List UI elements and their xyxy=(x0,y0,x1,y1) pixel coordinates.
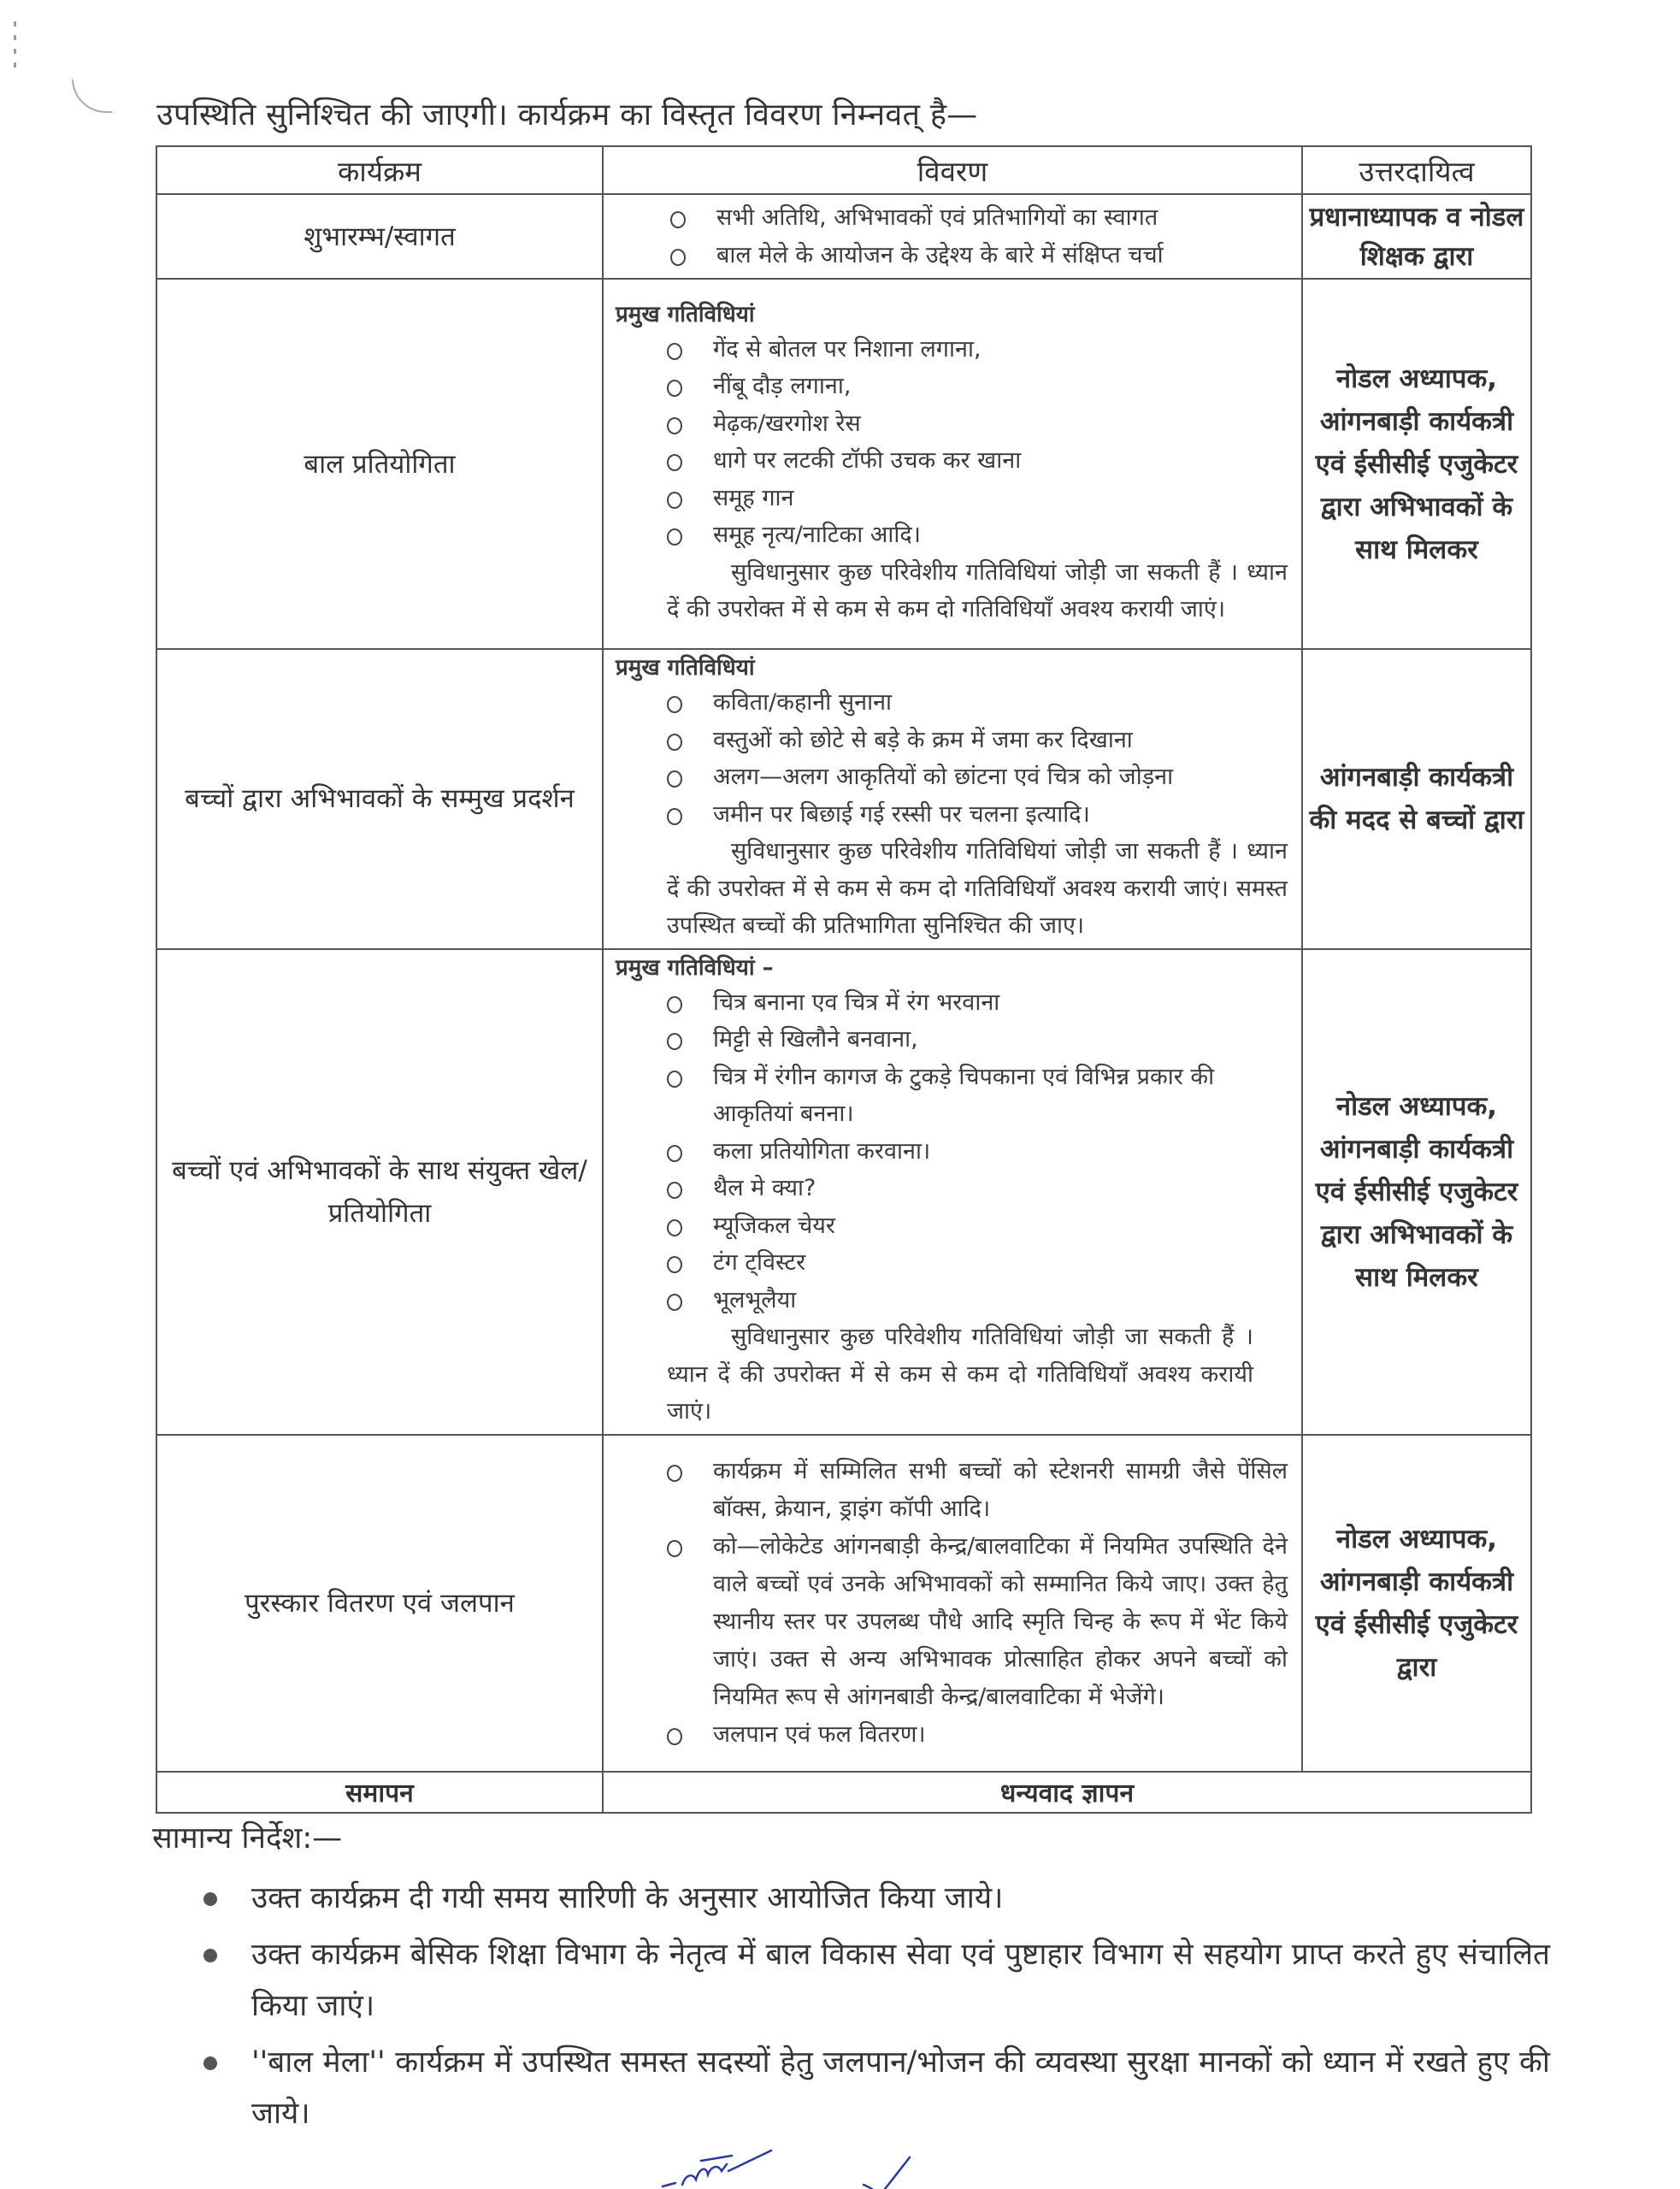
activity-item: गेंद से बोतल पर निशाना लगाना, xyxy=(667,331,1288,369)
responsibility: आंगनबाड़ी कार्यकत्री की मदद से बच्चों द्वारा xyxy=(1302,649,1531,949)
handwritten-signature xyxy=(581,2142,940,2189)
table-row-joint-games xyxy=(156,949,1531,1435)
activity-item: चित्र में रंगीन कागज के टुकड़े चिपकाना एवं विभिन्न प्रकार की आकृतियां बनना। xyxy=(667,1059,1288,1133)
responsibility: नोडल अध्यापक, आंगनबाड़ी कार्यकत्री एवं ईसीसीई एजुकेटर द्वारा अभिभावकों के साथ मिलकर xyxy=(1302,279,1531,649)
activity-item: थैल मे क्या? xyxy=(667,1170,1288,1207)
activity-note xyxy=(616,833,1288,945)
activity-item: चित्र बनाना एव चित्र में रंग भरवाना xyxy=(667,984,1288,1022)
instruction-item: उक्त कार्यक्रम बेसिक शिक्षा विभाग के नेतृत्व में बाल विकास सेवा एवं पुष्टाहार विभाग से सहयोग प्राप्त करते हुए संचालित किया जाएं। xyxy=(203,1929,1550,2032)
program-description xyxy=(603,649,1302,949)
activity-item: धागे पर लटकी टॉफी उचक कर खाना xyxy=(667,442,1288,480)
activity-item: म्यूजिकल चेयर xyxy=(667,1207,1288,1245)
table-row-welcome xyxy=(156,194,1531,279)
activity-item: अलग—अलग आकृतियों को छांटना एवं चित्र को जोड़ना xyxy=(667,758,1288,796)
table-row-closing xyxy=(156,1772,1531,1813)
table-row-performance xyxy=(156,649,1531,949)
activity-item: कविता/कहानी सुनाना xyxy=(667,684,1288,722)
header-description: विवरण xyxy=(603,146,1302,194)
header-responsibility: उत्तरदायित्व xyxy=(1302,146,1531,194)
table-row-prize-distribution xyxy=(156,1435,1531,1772)
activity-item: जमीन पर बिछाई गई रस्सी पर चलना इत्यादि। xyxy=(667,796,1288,834)
margin-pencil-mark xyxy=(72,79,113,113)
intro-text: उपस्थिति सुनिश्चित की जाएगी। कार्यक्रम का विस्तृत विवरण निम्नवत् है— xyxy=(156,97,978,133)
activity-item: मिट्टी से खिलौने बनवाना, xyxy=(667,1021,1288,1059)
activity-item: नींबू दौड़ लगाना, xyxy=(667,368,1288,405)
activity-note xyxy=(616,1319,1288,1431)
header-program: कार्यक्रम xyxy=(156,146,603,194)
program-name: बच्चों एवं अभिभावकों के साथ संयुक्त खेल/प्रतियोगिता xyxy=(156,949,603,1435)
activity-item: टंग ट्विस्टर xyxy=(667,1244,1288,1282)
activity-note-text: सुविधानुसार कुछ परिवेशीय गतिविधियां जोड़ी जा सकती हैं । ध्यान दें की उपरोक्त में से कम से कम दो गतिविधियाँ अवश्य करायी जाएं। समस्त उपस्थित बच्चों की प्रतिभागिता सुनिश्चित की जाए। xyxy=(667,838,1288,939)
program-name: समापन xyxy=(156,1772,603,1813)
program-description xyxy=(603,1435,1302,1772)
program-name: बच्चों द्वारा अभिभावकों के सम्मुख प्रदर्शन xyxy=(156,649,603,949)
activity-note-text: सुविधानुसार कुछ परिवेशीय गतिविधियां जोड़ी जा सकती हैं । ध्यान दें की उपरोक्त में से कम से कम दो गतिविधियाँ अवश्य करायी जाएं। xyxy=(667,558,1288,622)
program-name: शुभारम्भ/स्वागत xyxy=(156,194,603,279)
activity-item: जलपान एवं फल वितरण। xyxy=(667,1716,1288,1754)
instruction-item: ''बाल मेला'' कार्यक्रम में उपस्थित समस्त सदस्यों हेतु जलपान/भोजन की व्यवस्था सुरक्षा मानकों को ध्यान में रखते हुए की जाये। xyxy=(203,2037,1550,2139)
activity-item: को—लोकेटेड आंगनबाड़ी केन्द्र/बालवाटिका में नियमित उपस्थिति देने वाले बच्चों एवं उनके अभिभावकों को सम्मानित किये जाए। उक्त हेतु स्थानीय स्तर पर उपलब्ध पौधे आदि स्मृति चिन्ह के रूप में भेंट किये जाएं। उक्त से अन्य अभिभावक प्रोत्साहित होकर अपने बच्चों को नियमित रूप से आंगनबाडी केन्द्र/बालवाटिका में भेजेंगे। xyxy=(667,1528,1288,1716)
responsibility: नोडल अध्यापक, आंगनबाड़ी कार्यकत्री एवं ईसीसीई एजुकेटर द्वारा xyxy=(1302,1435,1531,1772)
activity-item: समूह गान xyxy=(667,480,1288,517)
program-description: धन्यवाद ज्ञापन xyxy=(603,1772,1531,1813)
program-name: बाल प्रतियोगिता xyxy=(156,279,603,649)
program-description xyxy=(603,279,1302,649)
activity-item: कार्यक्रम में सम्मिलित सभी बच्चों को स्टेशनरी सामग्री जैसे पेंसिल बॉक्स, क्रेयान, ड्राइंग कॉपी आदि। xyxy=(667,1453,1288,1528)
program-description xyxy=(603,949,1302,1435)
responsibility: प्रधानाध्यापक व नोडल शिक्षक द्वारा xyxy=(1302,194,1531,279)
general-instructions-title: सामान्य निर्देश:— xyxy=(152,1821,343,1856)
activities-heading: प्रमुख गतिविधियां xyxy=(616,655,755,681)
activity-note xyxy=(616,554,1288,628)
activity-item: सभी अतिथि, अभिभावकों एवं प्रतिभागियों का स्वागत xyxy=(670,199,1288,237)
responsibility: नोडल अध्यापक, आंगनबाड़ी कार्यकत्री एवं ईसीसीई एजुकेटर द्वारा अभिभावकों के साथ मिलकर xyxy=(1302,949,1531,1435)
instruction-item: उक्त कार्यक्रम दी गयी समय सारिणी के अनुसार आयोजित किया जाये। xyxy=(203,1873,1550,1924)
activity-item: भूलभूलैया xyxy=(667,1282,1288,1319)
program-name: पुरस्कार वितरण एवं जलपान xyxy=(156,1435,603,1772)
activity-item: कला प्रतियोगिता करवाना। xyxy=(667,1133,1288,1171)
program-description xyxy=(603,194,1302,279)
activity-item: बाल मेले के आयोजन के उद्देश्य के बारे में संक्षिप्त चर्चा xyxy=(670,237,1288,274)
activity-item: समूह नृत्य/नाटिका आदि। xyxy=(667,516,1288,554)
margin-punch-marks xyxy=(10,13,27,107)
activity-item: मेढ़क/खरगोश रेस xyxy=(667,405,1288,443)
activities-heading: प्रमुख गतिविधियां – xyxy=(616,954,774,981)
program-table xyxy=(156,145,1532,1814)
activity-note-text: सुविधानुसार कुछ परिवेशीय गतिविधियां जोड़ी जा सकती हैं । ध्यान दें की उपरोक्त में से कम से कम दो गतिविधियाँ अवश्य करायी जाएं। xyxy=(667,1324,1253,1425)
table-header-row xyxy=(156,146,1531,194)
activities-heading: प्रमुख गतिविधियां xyxy=(616,301,755,327)
table-row-child-competition xyxy=(156,279,1531,649)
general-instructions-list xyxy=(203,1873,1550,2145)
activity-item: वस्तुओं को छोटे से बड़े के क्रम में जमा कर दिखाना xyxy=(667,722,1288,759)
